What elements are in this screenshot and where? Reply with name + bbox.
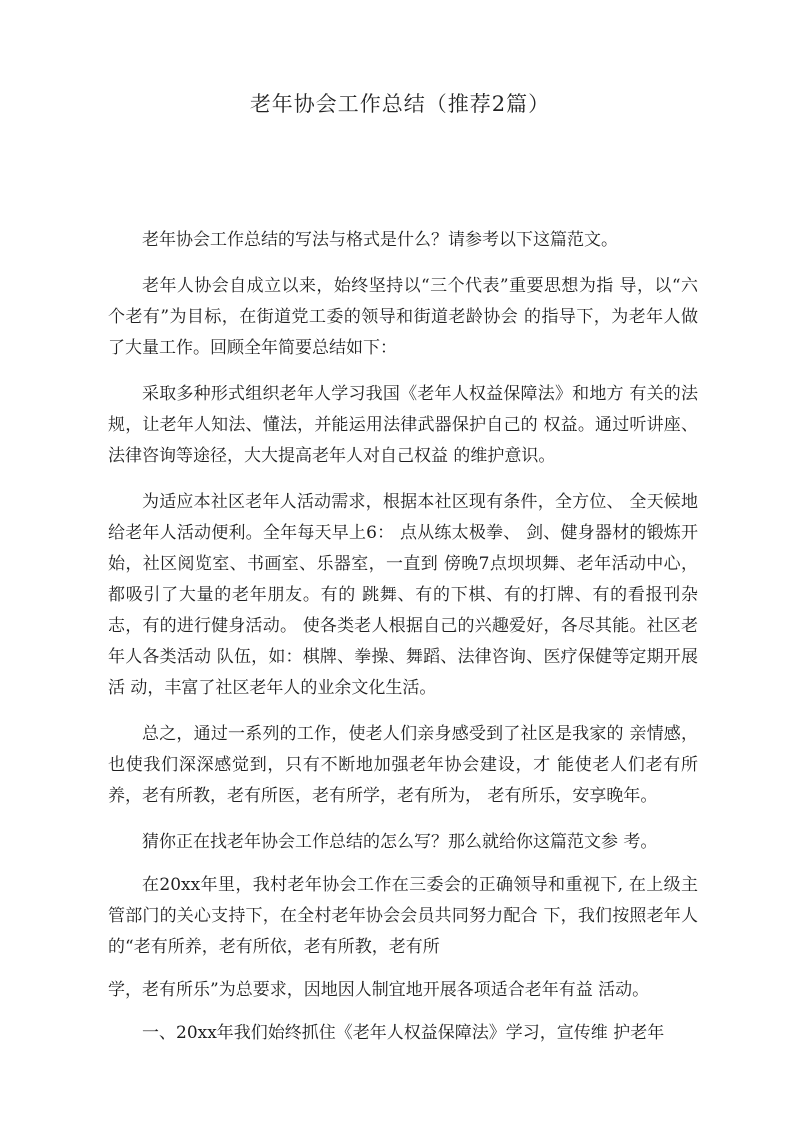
paragraph-transition: 猜你正在找老年协会工作总结的怎么写？那么就给你这篇范文参 考。 [142, 832, 658, 852]
paragraph-legal-study: 采取多种形式组织老年人学习我国《老年人权益保障法》和地方 有关的法规，让老年人知法、懂法，并能运用法律武器保护自己的 权益。通过听讲座、法律咨询等途径，大大提高老年人对自己权益 的维护意识。 [108, 384, 698, 466]
paragraph-overview: 老年人协会自成立以来，始终坚持以“三个代表”重要思想为指 导，以“六个老有”为目标，在街道党工委的领导和街道老龄协会 的指导下，为老年人做了大量工作。回顾全年简要总结如下： [108, 276, 698, 358]
document-title: 老年协会工作总结（推荐2篇） [249, 92, 551, 116]
paragraph-second-intro-continued: 学，老有所乐”为总要求，因地因人制宜地开展各项适合老年有益 活动。 [108, 980, 650, 1000]
paragraph-section-one: 一、20xx年我们始终抓住《老年人权益保障法》学习，宣传维 护老年 [142, 1023, 665, 1043]
document-body [108, 225, 698, 1064]
paragraph-conclusion: 总之，通过一系列的工作，使老人们亲身感受到了社区是我家的 亲情感，也使我们深深感觉到，只有不断地加强老年协会建设，才 能使老人们老有所养，老有所教，老有所医，老有所学，老有所为， 老有所乐，安享晚年。 [108, 724, 698, 806]
paragraph-activities: 为适应本社区老年人活动需求，根据本社区现有条件，全方位、 全天候地给老年人活动便利。全年每天早上6： 点从练太极拳、 剑、健身器材的锻炼开始，社区阅览室、书画室、乐器室，一直到 傍晚7点坝坝舞、老年活动中心，都吸引了大量的老年朋友。有的 跳舞、有的下棋、有的打牌、有的看报刊杂志，有的进行健身活动。 使各类老人根据自己的兴趣爱好，各尽其能。社区老年人各类活动 队伍，如：棋牌、拳操、舞蹈、法律咨询、医疗保健等定期开展活 动，丰富了社区老年人的业余文化生活。 [108, 492, 698, 698]
paragraph-second-intro: 在20xx年里，我村老年协会工作在三委会的正确领导和重视下, 在上级主管部门的关心支持下，在全村老年协会会员共同努力配合 下，我们按照老年人的“老有所养，老有所依，老有所教，老有所 [108, 875, 698, 957]
paragraph-intro: 老年协会工作总结的写法与格式是什么？请参考以下这篇范文。 [142, 230, 618, 250]
